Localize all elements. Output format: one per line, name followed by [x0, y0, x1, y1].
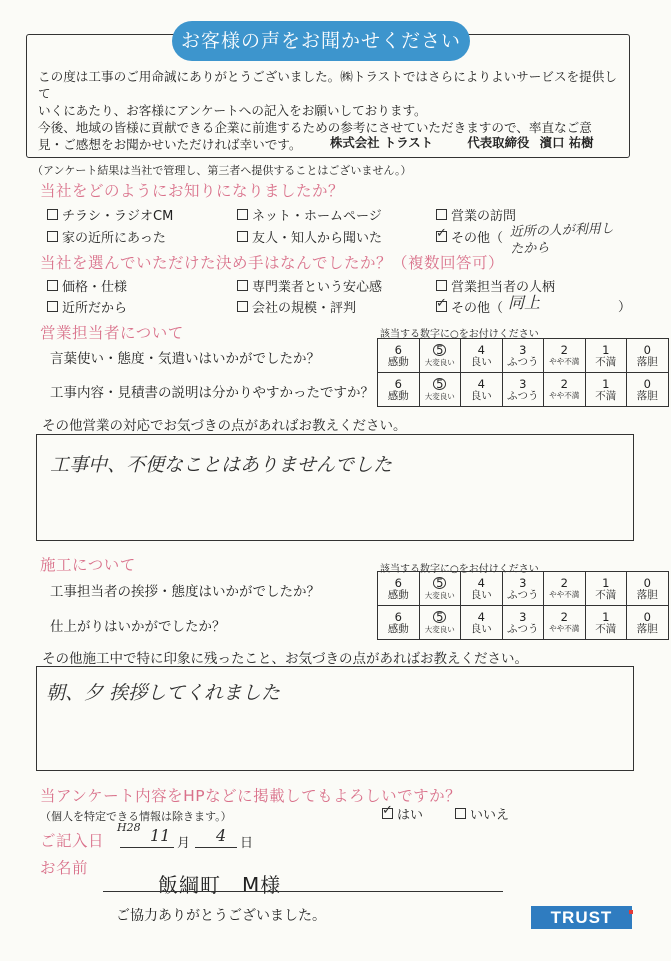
checkbox[interactable] [455, 808, 466, 819]
checkbox[interactable] [47, 209, 58, 220]
date-day-value: 4 [216, 826, 227, 845]
checkbox[interactable] [47, 301, 58, 312]
rating-cell[interactable]: 6 感動 [378, 339, 420, 373]
name-underline [103, 891, 503, 892]
rating-cell[interactable]: 6 感動 [378, 606, 420, 640]
rating-cell-selected[interactable]: 5 大変良い [419, 606, 461, 640]
rating-cell-selected[interactable]: 5 大変良い [419, 339, 461, 373]
sales-rating-caption: 該当する数字に○をお付けください [380, 329, 539, 340]
rating-cell[interactable]: 2 やや不満 [544, 339, 586, 373]
rating-row [378, 339, 669, 373]
q2-title: 当社を選んでいただけた決め手はなんでしたか？（複数回答可） [40, 254, 505, 272]
date-year-line [120, 847, 174, 848]
construction-comment-answer: 朝、夕 挨拶してくれました [46, 682, 281, 704]
checkbox-checked[interactable] [436, 231, 447, 242]
rating-cell[interactable]: 0 落胆 [627, 373, 669, 407]
rating-cell[interactable]: 6 感動 [378, 373, 420, 407]
rating-cell[interactable]: 3 ふつう [502, 606, 544, 640]
rating-cell[interactable]: 3 ふつう [502, 339, 544, 373]
checkbox[interactable] [47, 231, 58, 242]
date-era: H28 [117, 821, 141, 834]
checkbox[interactable] [47, 280, 58, 291]
q1-other-answer: 近所の人が利用したから [509, 221, 614, 258]
sales-question-2: 工事内容・見積書の説明は分かりやすかったですか？ [50, 385, 374, 401]
intro-line: いくにあたり、お客様にアンケートへの記入をお願いしております。 [38, 103, 427, 118]
rating-cell[interactable]: 4 良い [461, 373, 503, 407]
intro-line: 見・ご感想をお聞かせいただければ幸いです。 [38, 137, 302, 152]
date-month-unit: 月 [177, 836, 191, 851]
ceo-title: 代表取締役 [467, 135, 530, 150]
sales-comment-prompt: その他営業の対応でお気づきの点があればお教えください。 [42, 418, 407, 434]
name-label: お名前 [40, 859, 89, 877]
company-name: 株式会社 トラスト [330, 135, 434, 150]
q1-option[interactable]: チラシ・ラジオCM [47, 205, 173, 224]
rating-cell[interactable]: 2 やや不満 [544, 373, 586, 407]
thanks-message: ご協力ありがとうございました。 [116, 908, 326, 924]
rating-cell[interactable]: 4 良い [461, 606, 503, 640]
q1-option-other[interactable]: ✓ その他（ [436, 227, 503, 246]
checkbox-checked[interactable] [382, 808, 393, 819]
company-signature [330, 133, 626, 151]
rating-cell[interactable]: 1 不満 [585, 339, 627, 373]
survey-title: お客様の声をお聞かせください [172, 21, 470, 61]
trust-logo: TRUST [531, 906, 632, 929]
q1-title: 当社をどのようにお知りになりましたか？ [40, 182, 345, 200]
publish-title: 当アンケート内容をHPなどに掲載してもよろしいですか？ [40, 787, 462, 805]
rating-cell[interactable]: 2 やや不満 [544, 572, 586, 606]
date-month-value: 11 [150, 826, 171, 845]
q2-option[interactable]: 会社の規模・評判 [237, 297, 356, 316]
q2-option[interactable]: 営業担当者の人柄 [436, 276, 555, 295]
ceo-name: 濱口 祐樹 [539, 135, 594, 150]
date-month-line [195, 847, 237, 848]
rating-cell[interactable]: 3 ふつう [502, 373, 544, 407]
rating-cell[interactable]: 6 感動 [378, 572, 420, 606]
rating-cell[interactable]: 1 不満 [585, 373, 627, 407]
construction-title: 施工について [40, 556, 136, 574]
checkbox-checked[interactable] [436, 301, 447, 312]
rating-cell[interactable]: 4 良い [461, 572, 503, 606]
construction-question-1: 工事担当者の挨拶・態度はいかがでしたか？ [50, 584, 320, 600]
rating-cell[interactable]: 1 不満 [585, 606, 627, 640]
rating-row [378, 373, 669, 407]
q2-option-other[interactable]: ✓ その他（ [436, 297, 503, 316]
rating-row [378, 606, 669, 640]
rating-cell[interactable]: 0 落胆 [627, 339, 669, 373]
construction-rating-caption: 該当する数字に○をお付けください [380, 564, 539, 575]
rating-cell[interactable]: 2 やや不満 [544, 606, 586, 640]
checkbox[interactable] [237, 231, 248, 242]
q2-close-paren: ） [618, 300, 632, 315]
sales-comment-answer: 工事中、不便なことはありませんでした [50, 454, 393, 476]
sales-question-1: 言葉使い・態度・気遣いはいかがでしたか？ [50, 351, 320, 367]
rating-cell-selected[interactable]: 5 大変良い [419, 373, 461, 407]
construction-question-2: 仕上がりはいかがでしたか？ [50, 619, 226, 635]
date-day-unit: 日 [240, 836, 254, 851]
publish-note: （個人を特定できる情報は除きます。） [40, 810, 232, 823]
checkbox[interactable] [436, 209, 447, 220]
rating-cell-selected[interactable]: 5 大変良い [419, 572, 461, 606]
construction-comment-prompt: その他施工中で特に印象に残ったこと、お気づきの点があればお教えください。 [42, 651, 528, 667]
q1-option[interactable]: 営業の訪問 [436, 205, 516, 224]
q1-option[interactable]: 家の近所にあった [47, 227, 166, 246]
sales-rating-table [377, 338, 669, 407]
rating-cell[interactable]: 4 良い [461, 339, 503, 373]
intro-line: 今後、地域の皆様に貢献できる企業に前進するための参考にさせていただきますので、率直なご意 [38, 120, 592, 135]
q2-option[interactable]: 近所だから [47, 297, 127, 316]
checkbox[interactable] [237, 301, 248, 312]
intro-line: この度は工事のご用命誠にありがとうございました。㈱トラストではさらによりよいサービスを提供して [38, 69, 617, 101]
rating-row [378, 572, 669, 606]
rating-cell[interactable]: 0 落胆 [627, 572, 669, 606]
q1-option[interactable]: 友人・知人から聞いた [237, 227, 382, 246]
q1-option[interactable]: ネット・ホームページ [237, 205, 382, 224]
privacy-disclaimer: （アンケート結果は当社で管理し、第三者へ提供することはございません。） [32, 164, 412, 177]
q2-option[interactable]: 専門業者という安心感 [237, 276, 382, 295]
checkbox[interactable] [237, 209, 248, 220]
date-label: ご記入日 [40, 832, 105, 850]
publish-yes-option[interactable]: ✓ はい [382, 804, 423, 823]
q2-other-answer: 同上 [508, 293, 541, 312]
rating-cell[interactable]: 3 ふつう [502, 572, 544, 606]
rating-cell[interactable]: 0 落胆 [627, 606, 669, 640]
q2-option[interactable]: 価格・仕様 [47, 276, 127, 295]
checkbox[interactable] [237, 280, 248, 291]
checkbox[interactable] [436, 280, 447, 291]
publish-no-option[interactable]: いいえ [455, 804, 509, 823]
customer-name: 飯綱町 M様 [158, 873, 282, 897]
construction-rating-table [377, 571, 669, 640]
sales-title: 営業担当者について [40, 324, 184, 342]
rating-cell[interactable]: 1 不満 [585, 572, 627, 606]
